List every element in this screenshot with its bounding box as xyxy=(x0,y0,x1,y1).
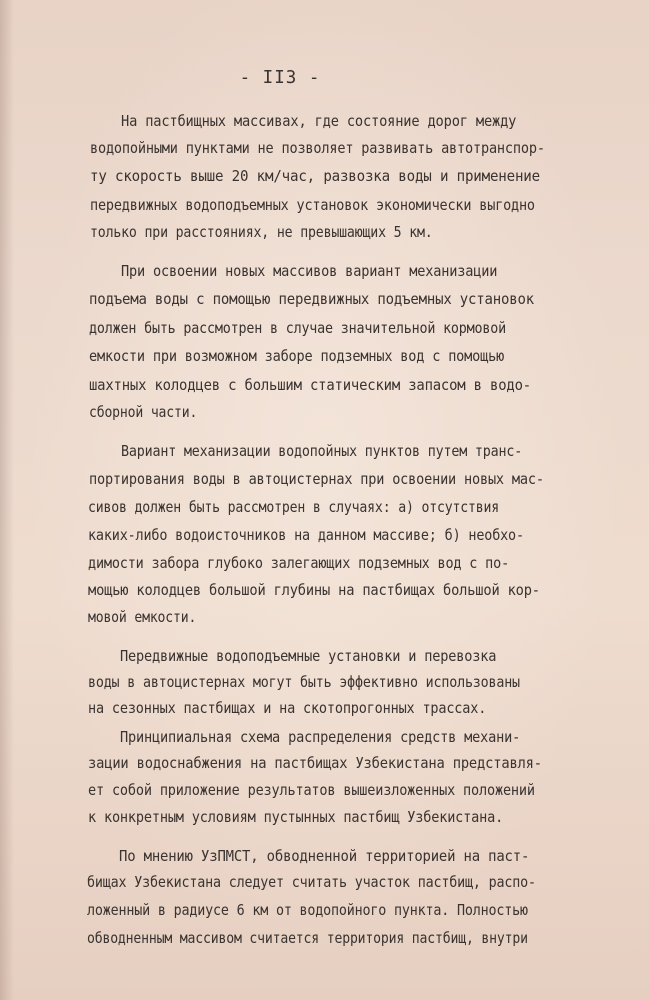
text-line: мовой емкости. xyxy=(88,608,197,626)
text-line: каких-либо водоисточников на данном массиве; б) необхо- xyxy=(88,526,524,544)
text-line: Принципиальная схема распределения средств механи- xyxy=(120,728,521,746)
page-number: - II3 - xyxy=(239,68,321,88)
text-line: только при расстояниях, не превышающих 5 км. xyxy=(90,223,433,241)
text-line: зации водоснабжения на пастбищах Узбекистана представля- xyxy=(88,754,542,772)
text-line: должен быть рассмотрен в случае значительной кормовой xyxy=(89,319,507,337)
text-line: на сезонных пастбищах и на скотопрогонных трассах. xyxy=(88,699,487,717)
text-line: При освоении новых массивов вариант механизации xyxy=(121,262,498,280)
text-line: ложенный в радиусе 6 км от водопойного пункта. Полностью xyxy=(87,901,528,919)
text-line: бищах Узбекистана следует считать участок пастбищ, распо- xyxy=(87,873,536,891)
text-line: водопойными пунктами не позволяет развивать автотранспор- xyxy=(90,139,545,157)
text-line: к конкретным условиям пустынных пастбищ Узбекистана. xyxy=(88,808,504,826)
text-line: мощью колодцев большой глубины на пастбищах большой кор- xyxy=(88,581,540,599)
text-line: На пастбищных массивах, где состояние дорог между xyxy=(121,112,517,130)
text-line: воды в автоцистернах могут быть эффективно использованы xyxy=(88,673,520,691)
text-line: Передвижные водоподъемные установки и перевозка xyxy=(120,647,497,665)
text-line: шахтных колодцев с большим статическим запасом в водо- xyxy=(89,376,531,394)
text-line: ет собой приложение результатов вышеизложенных положений xyxy=(88,781,535,799)
text-line: сборной части. xyxy=(89,403,198,421)
text-line: По мнению УзПМСТ, обводненной территорией на паст- xyxy=(119,847,530,865)
text-line: подъема воды с помощью передвижных подъемных установок xyxy=(89,290,534,308)
page-edge-shadow xyxy=(0,0,14,1000)
text-line: емкости при возможном заборе подземных вод с помощью xyxy=(89,347,505,365)
text-line: сивов должен быть рассмотрен в случаях: а) отсутствия xyxy=(88,498,500,516)
text-line: Вариант механизации водопойных пунктов путем транс- xyxy=(121,442,523,460)
text-line: димости забора глубоко залегающих подземных вод с по- xyxy=(88,554,510,572)
text-line: портирования воды в автоцистернах при освоении новых мас- xyxy=(89,470,544,488)
text-line: ту скорость выше 20 км/час, развозка воды и применение xyxy=(90,167,540,185)
text-line: обводненным массивом считается территория пастбищ, внутри xyxy=(87,929,528,947)
text-line: передвижных водоподъемных установок экономически выгодно xyxy=(90,196,535,214)
